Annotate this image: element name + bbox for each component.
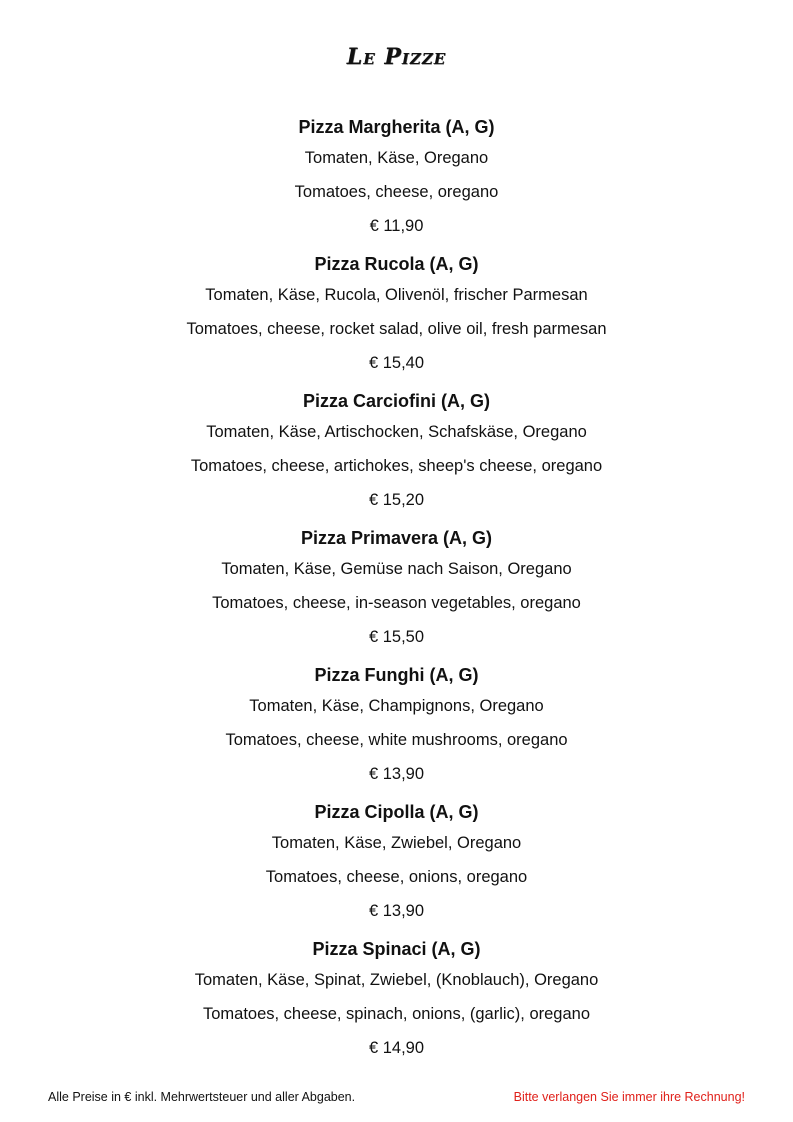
menu-item-rucola bbox=[0, 251, 793, 388]
description-german: Tomaten, Käse, Oregano bbox=[304, 149, 489, 167]
description-english: Tomatoes, cheese, artichokes, sheep's cheese, oregano bbox=[190, 457, 603, 475]
description-english: Tomatoes, cheese, white mushrooms, oregano bbox=[225, 731, 568, 749]
footer-receipt-note: Bitte verlangen Sie immer ihre Rechnung! bbox=[513, 1090, 745, 1104]
description-german: Tomaten, Käse, Spinat, Zwiebel, (Knoblauch), Oregano bbox=[194, 971, 599, 989]
description-english: Tomatoes, cheese, spinach, onions, (garlic), oregano bbox=[202, 1005, 591, 1023]
description-german: Tomaten, Käse, Zwiebel, Oregano bbox=[271, 834, 522, 852]
description-german: Tomaten, Käse, Gemüse nach Saison, Oregano bbox=[221, 560, 572, 578]
description-german: Tomaten, Käse, Rucola, Olivenöl, frischer Parmesan bbox=[205, 286, 588, 304]
description-english: Tomatoes, cheese, rocket salad, olive oil, fresh parmesan bbox=[186, 320, 607, 338]
page-title: Le Pizze bbox=[346, 44, 447, 70]
description-german: Tomaten, Käse, Champignons, Oregano bbox=[249, 697, 544, 715]
menu-item-primavera bbox=[0, 525, 793, 662]
pizza-name: Pizza Cipolla (A, G) bbox=[314, 802, 479, 822]
price: € 15,20 bbox=[368, 491, 425, 509]
menu-item-carciofini bbox=[0, 388, 793, 525]
pizza-name: Pizza Carciofini (A, G) bbox=[302, 391, 491, 411]
price: € 15,40 bbox=[368, 354, 425, 372]
menu-item-spinaci bbox=[0, 936, 793, 1073]
description-german: Tomaten, Käse, Artischocken, Schafskäse, Oregano bbox=[206, 423, 587, 441]
price: € 13,90 bbox=[368, 765, 425, 783]
price: € 14,90 bbox=[368, 1039, 425, 1057]
price: € 13,90 bbox=[368, 902, 425, 920]
pizza-name: Pizza Margherita (A, G) bbox=[298, 117, 495, 137]
description-english: Tomatoes, cheese, onions, oregano bbox=[265, 868, 528, 886]
menu-item-funghi bbox=[0, 662, 793, 799]
pizza-menu bbox=[0, 114, 793, 1073]
pizza-name: Pizza Funghi (A, G) bbox=[314, 665, 479, 685]
footer bbox=[48, 1088, 745, 1106]
pizza-name: Pizza Rucola (A, G) bbox=[314, 254, 479, 274]
description-english: Tomatoes, cheese, oregano bbox=[294, 183, 499, 201]
pizza-name: Pizza Primavera (A, G) bbox=[300, 528, 493, 548]
price: € 11,90 bbox=[369, 217, 424, 235]
description-english: Tomatoes, cheese, in-season vegetables, oregano bbox=[212, 594, 581, 612]
footer-price-note: Alle Preise in € inkl. Mehrwertsteuer und aller Abgaben. bbox=[48, 1090, 356, 1104]
menu-item-cipolla bbox=[0, 799, 793, 936]
pizza-name: Pizza Spinaci (A, G) bbox=[312, 939, 481, 959]
price: € 15,50 bbox=[368, 628, 425, 646]
menu-item-margherita bbox=[0, 114, 793, 251]
